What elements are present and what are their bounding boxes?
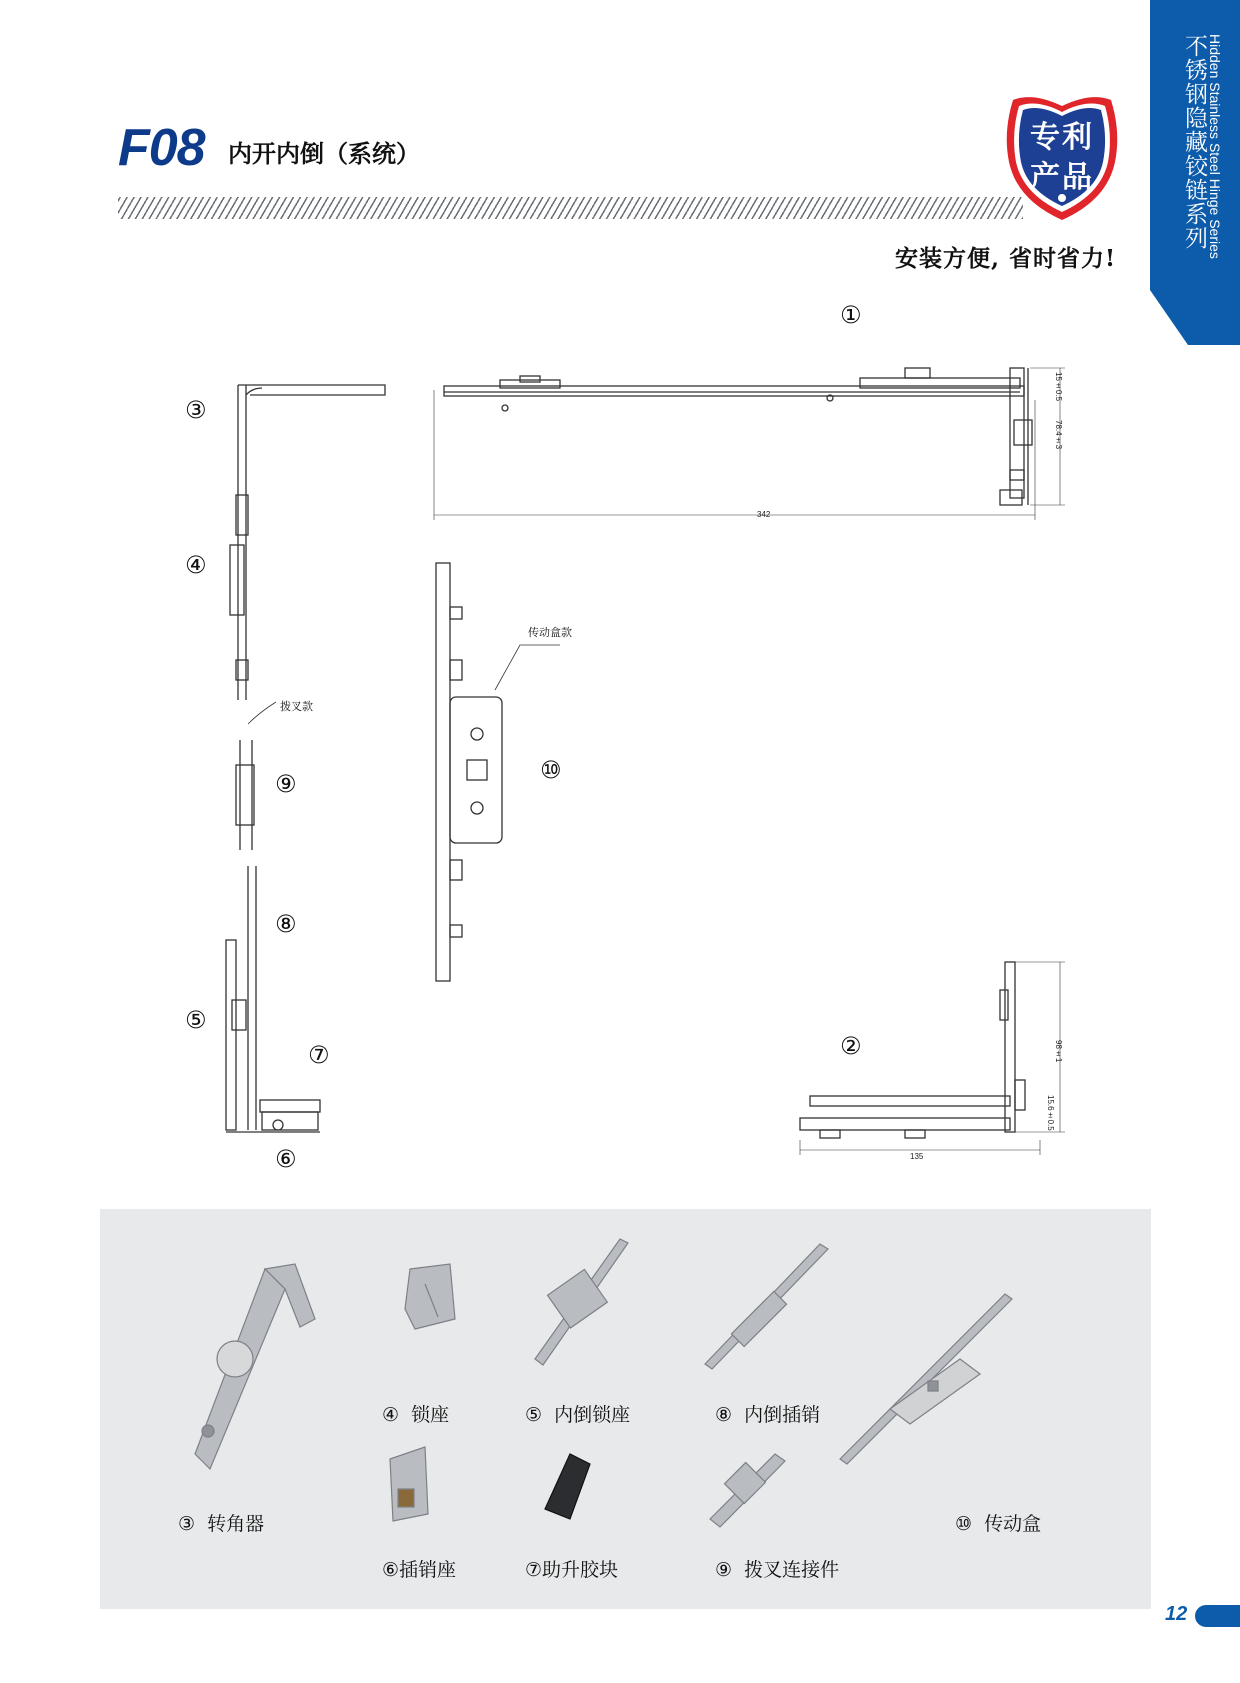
page-number-pill (1195, 1605, 1240, 1627)
part-name: 插销座 (399, 1559, 457, 1581)
drawing-label-1: ① (840, 301, 862, 329)
part-number: ⑥ (382, 1559, 400, 1581)
part-label-gearbox (955, 1509, 1041, 1536)
part-number: ④ (382, 1404, 400, 1426)
part-name: 拨叉连接件 (744, 1559, 840, 1581)
part-label-tilt-lock-seat (525, 1400, 630, 1427)
drawing-label-5: ⑤ (185, 1006, 207, 1034)
part-name: 传动盒 (984, 1513, 1042, 1535)
lock-seat-photo (405, 1264, 455, 1329)
badge-text-line2: 产品 (1030, 160, 1094, 195)
badge-text-line1: 专利 (1030, 120, 1094, 155)
bolt-seat-photo (390, 1447, 428, 1521)
fork-connector-photo (710, 1454, 785, 1527)
part-label-bolt-seat (382, 1555, 456, 1582)
drawing-label-4: ④ (185, 551, 207, 579)
tilt-lock-seat-photo (535, 1239, 628, 1365)
part-label-lift-block (525, 1555, 618, 1582)
part-number: ⑦ (525, 1559, 543, 1581)
drawing-label-7: ⑦ (308, 1041, 330, 1069)
drawing-label-8: ⑧ (275, 910, 297, 938)
part-number: ⑩ (955, 1513, 973, 1535)
part-label-lock-seat (382, 1400, 449, 1427)
drawing-label-2: ② (840, 1032, 862, 1060)
dimension-15-top: 15±0.5 (1054, 372, 1063, 402)
page-number: 12 (1165, 1603, 1188, 1625)
drawing-1-assembly (434, 368, 1065, 520)
side-tab-english-title: Hidden Stainless Steel Hinge Series (1207, 34, 1223, 259)
dimension-342: 342 (757, 510, 771, 519)
lift-block-photo (545, 1454, 590, 1519)
dimension-135: 135 (910, 1152, 924, 1161)
drawing-label-6: ⑥ (275, 1145, 297, 1173)
corner-drive-photo (195, 1264, 315, 1469)
dimension-78: 78.4±3 (1054, 420, 1063, 450)
part-name: 内倒插销 (744, 1404, 821, 1426)
part-number: ③ (178, 1513, 196, 1535)
dimension-15-bottom: 15.6±0.5 (1046, 1095, 1055, 1131)
slogan: 安装方便, 省时省力! (895, 245, 1117, 272)
product-code: F08 (118, 119, 205, 177)
drawing-label-10: ⑩ (540, 756, 562, 784)
side-tab-chinese-title: 不锈钢隐藏铰链系列 (1181, 34, 1207, 250)
callout-gearbox: 传动盒款 (528, 626, 572, 639)
dimension-98: 98±1 (1054, 1040, 1063, 1063)
drawing-vertical-assembly (226, 385, 385, 1132)
part-name: 内倒锁座 (554, 1404, 631, 1426)
callout-fork: 拨叉款 (280, 700, 313, 713)
part-name: 锁座 (411, 1404, 450, 1426)
drawing-label-9: ⑨ (275, 770, 297, 798)
part-number: ⑤ (525, 1404, 543, 1426)
part-label-corner-drive (178, 1509, 264, 1536)
part-number: ⑧ (715, 1404, 733, 1426)
drawing-label-3: ③ (185, 396, 207, 424)
part-name: 转角器 (207, 1513, 265, 1535)
part-label-fork-connector (715, 1555, 839, 1582)
page-title: 内开内倒（系统） (228, 140, 420, 168)
part-label-tilt-bolt (715, 1400, 820, 1427)
part-name: 助升胶块 (542, 1559, 619, 1581)
tilt-bolt-photo (705, 1244, 828, 1369)
part-number: ⑨ (715, 1559, 733, 1581)
gearbox-photo (840, 1294, 1012, 1464)
